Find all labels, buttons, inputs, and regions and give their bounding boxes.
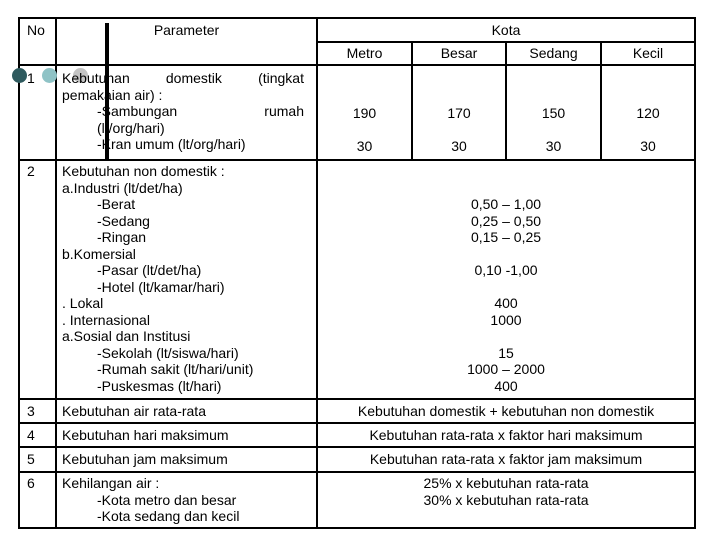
row-param: b.Komersial <box>62 245 136 262</box>
row-param: -Sambungan rumah <box>97 103 304 119</box>
border-left <box>18 17 20 529</box>
row-param: Kebutuhan hari maksimum <box>62 427 229 443</box>
row-param: Kebutuhan jam maksimum <box>62 451 228 467</box>
header-kecil: Kecil <box>632 45 664 61</box>
border-right <box>694 17 696 529</box>
row-param: pemakaian air) : <box>62 86 163 103</box>
cell-value: 400 <box>494 295 518 311</box>
header-kota: Kota <box>491 22 521 38</box>
row-param: (lt/org/hari) <box>97 119 165 136</box>
row-param: -Rumah sakit (lt/hari/unit) <box>97 361 254 377</box>
row-divider <box>18 446 696 448</box>
decorative-circle-icon <box>42 68 57 83</box>
row-param: -Hotel (lt/kamar/hari) <box>97 278 225 295</box>
row-param: . Internasional <box>62 311 150 328</box>
row-param: . Lokal <box>62 295 104 311</box>
cell-value: 1000 – 2000 <box>467 361 545 377</box>
row-no: 2 <box>27 163 35 179</box>
row-no: 3 <box>27 403 35 419</box>
row-value: 30% x kebutuhan rata-rata <box>423 491 589 508</box>
row-value: 25% x kebutuhan rata-rata <box>423 475 589 491</box>
row-divider <box>18 398 696 400</box>
row-param: -Kota metro dan besar <box>97 491 237 508</box>
header-besar: Besar <box>440 45 478 61</box>
border-top <box>18 17 696 19</box>
border-bottom <box>18 527 696 529</box>
header-sedang: Sedang <box>529 45 578 61</box>
row-param: a.Sosial dan Institusi <box>62 328 191 344</box>
cell-value: 0,25 – 0,50 <box>470 212 542 229</box>
cell-value: 30 <box>356 138 373 154</box>
row-param: -Pasar (lt/det/ha) <box>97 262 202 278</box>
header-no: No <box>27 22 45 38</box>
row-divider <box>18 471 696 473</box>
row-param: -Kran umum (lt/org/hari) <box>97 136 246 152</box>
row-param: -Sekolah (lt/siswa/hari) <box>97 344 239 361</box>
cell-value: 400 <box>494 377 518 394</box>
cell-value: 120 <box>636 105 660 121</box>
row-no: 5 <box>27 451 35 467</box>
row-param: Kebutuhan air rata-rata <box>62 403 206 419</box>
cell-value: 150 <box>541 105 566 121</box>
row-no: 1 <box>27 70 35 86</box>
row-value: Kebutuhan rata-rata x faktor jam maksimum <box>369 451 643 467</box>
header-metro: Metro <box>346 45 383 61</box>
row-no: 6 <box>27 475 35 491</box>
col-divider <box>55 17 57 529</box>
row-param: -Kota sedang dan kecil <box>97 508 240 524</box>
row-value: Kebutuhan domestik + kebutuhan non domestik <box>357 403 655 419</box>
cell-value: 30 <box>545 138 562 154</box>
row-divider <box>316 41 696 43</box>
header-parameter: Parameter <box>153 22 220 38</box>
row-value: Kebutuhan rata-rata x faktor hari maksimum <box>369 427 643 443</box>
cell-value: 190 <box>352 105 377 121</box>
cell-value: 30 <box>640 138 656 154</box>
row-param: Kehilangan air : <box>62 475 160 491</box>
row-no: 4 <box>27 427 35 443</box>
row-param: -Ringan <box>97 229 147 245</box>
row-divider <box>18 422 696 424</box>
cell-value: 1000 <box>490 311 522 328</box>
cell-value: 170 <box>447 105 471 121</box>
row-param: -Berat <box>97 196 136 212</box>
row-param: -Puskesmas (lt/hari) <box>97 377 222 394</box>
row-divider <box>18 159 696 161</box>
row-param: a.Industri (lt/det/ha) <box>62 179 183 196</box>
row-divider <box>18 64 696 66</box>
cell-value: 30 <box>451 138 467 154</box>
cell-value: 0,15 – 0,25 <box>470 229 542 245</box>
cell-value: 0,50 – 1,00 <box>470 196 542 212</box>
row-param: Kebutuhan domestik (tingkat <box>62 70 304 86</box>
row-param: -Sedang <box>97 212 150 229</box>
cell-value: 15 <box>498 344 514 361</box>
row-param: Kebutuhan non domestik : <box>62 163 225 179</box>
cell-value: 0,10 -1,00 <box>474 262 538 278</box>
decorative-circle-icon <box>12 68 27 83</box>
